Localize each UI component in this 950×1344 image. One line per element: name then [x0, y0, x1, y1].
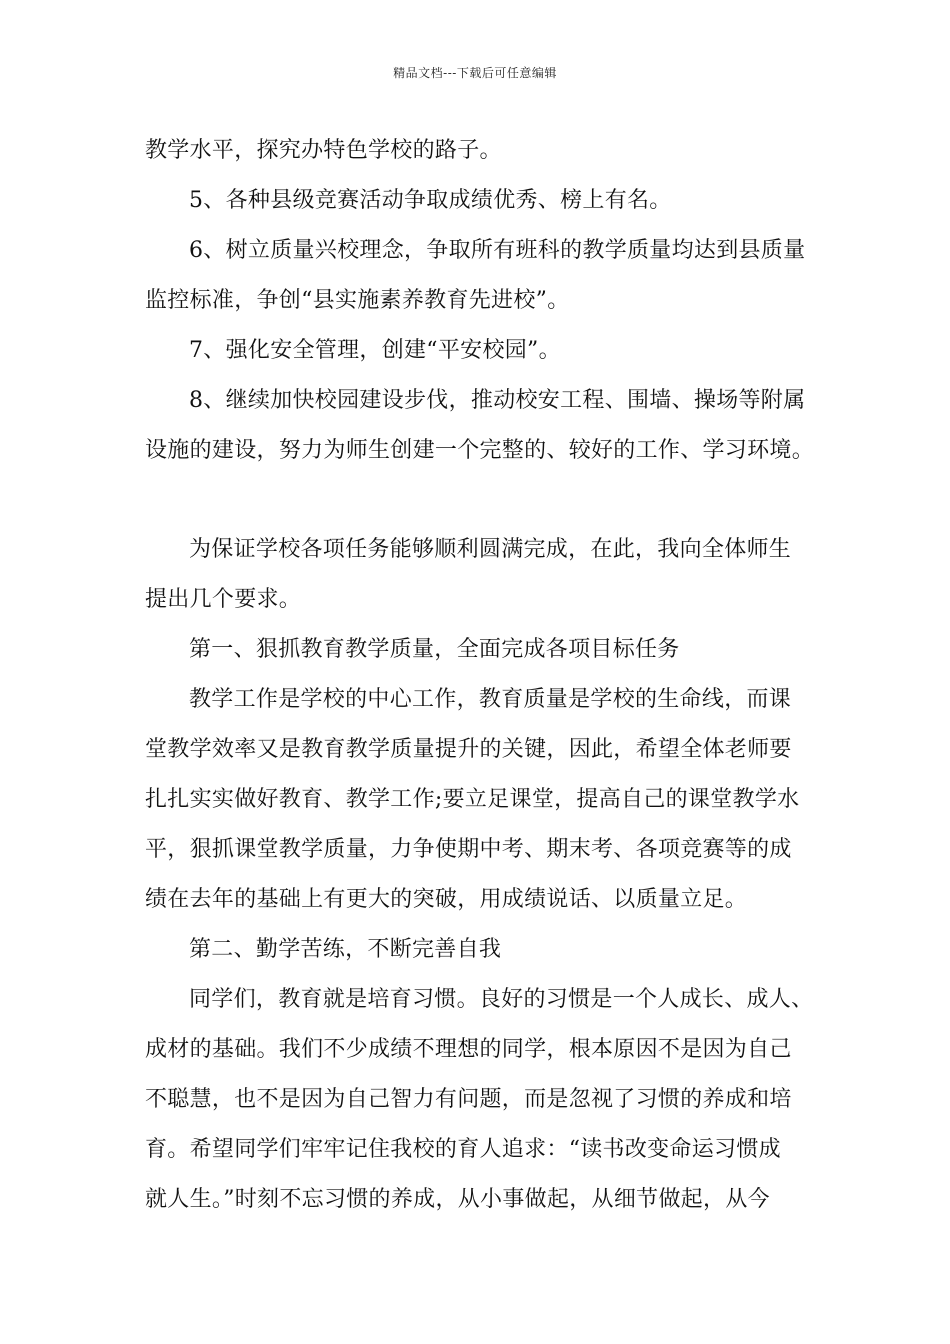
text-line: 6、树立质量兴校理念，争取所有班科的教学质量均达到县质量 — [189, 238, 806, 263]
text-line: 8、继续加快校园建设步伐，推动校安工程、围墙、操场等附属 — [189, 388, 806, 413]
text-line: 成材的基础。我们不少成绩不理想的同学，根本原因不是因为自己 — [145, 1037, 792, 1062]
text-line: 育。希望同学们牢牢记住我校的育人追求：“读书改变命运习惯成 — [145, 1137, 781, 1162]
text-line: 绩在去年的基础上有更大的突破，用成绩说话、以质量立足。 — [145, 887, 748, 912]
text-line: 7、强化安全管理，创建“平安校园”。 — [189, 338, 561, 363]
page-header: 精品文档---下载后可任意编辑 — [393, 66, 557, 80]
text-line: 平，狠抓课堂教学质量，力争使期中考、期末考、各项竞赛等的成 — [145, 837, 792, 862]
text-line: 教学水平，探究办特色学校的路子。 — [145, 138, 502, 163]
text-line: 不聪慧，也不是因为自己智力有问题，而是忽视了习惯的养成和培 — [145, 1087, 792, 1112]
text-line: 提出几个要求。 — [145, 587, 302, 612]
text-line: 设施的建设，努力为师生创建一个完整的、较好的工作、学习环境。 — [145, 438, 815, 463]
text-line: 同学们，教育就是培育习惯。良好的习惯是一个人成长、成人、 — [189, 987, 814, 1012]
text-line: 教学工作是学校的中心工作，教育质量是学校的生命线，而课 — [189, 687, 792, 712]
text-line: 就人生。”时刻不忘习惯的养成，从小事做起，从细节做起，从今 — [145, 1187, 770, 1212]
section-heading: 第一、狠抓教育教学质量，全面完成各项目标任务 — [189, 637, 680, 662]
text-line: 堂教学效率又是教育教学质量提升的关键，因此，希望全体老师要 — [145, 737, 792, 762]
text-line: 监控标准，争创“县实施素养教育先进校”。 — [145, 288, 570, 313]
text-line: 扎扎实实做好教育、教学工作;要立足课堂，提高自己的课堂教学水 — [145, 787, 800, 812]
text-line: 为保证学校各项任务能够顺利圆满完成，在此，我向全体师生 — [189, 537, 792, 562]
text-line: 5、各种县级竞赛活动争取成绩优秀、榜上有名。 — [189, 188, 672, 213]
section-heading: 第二、勤学苦练，不断完善自我 — [189, 937, 502, 962]
